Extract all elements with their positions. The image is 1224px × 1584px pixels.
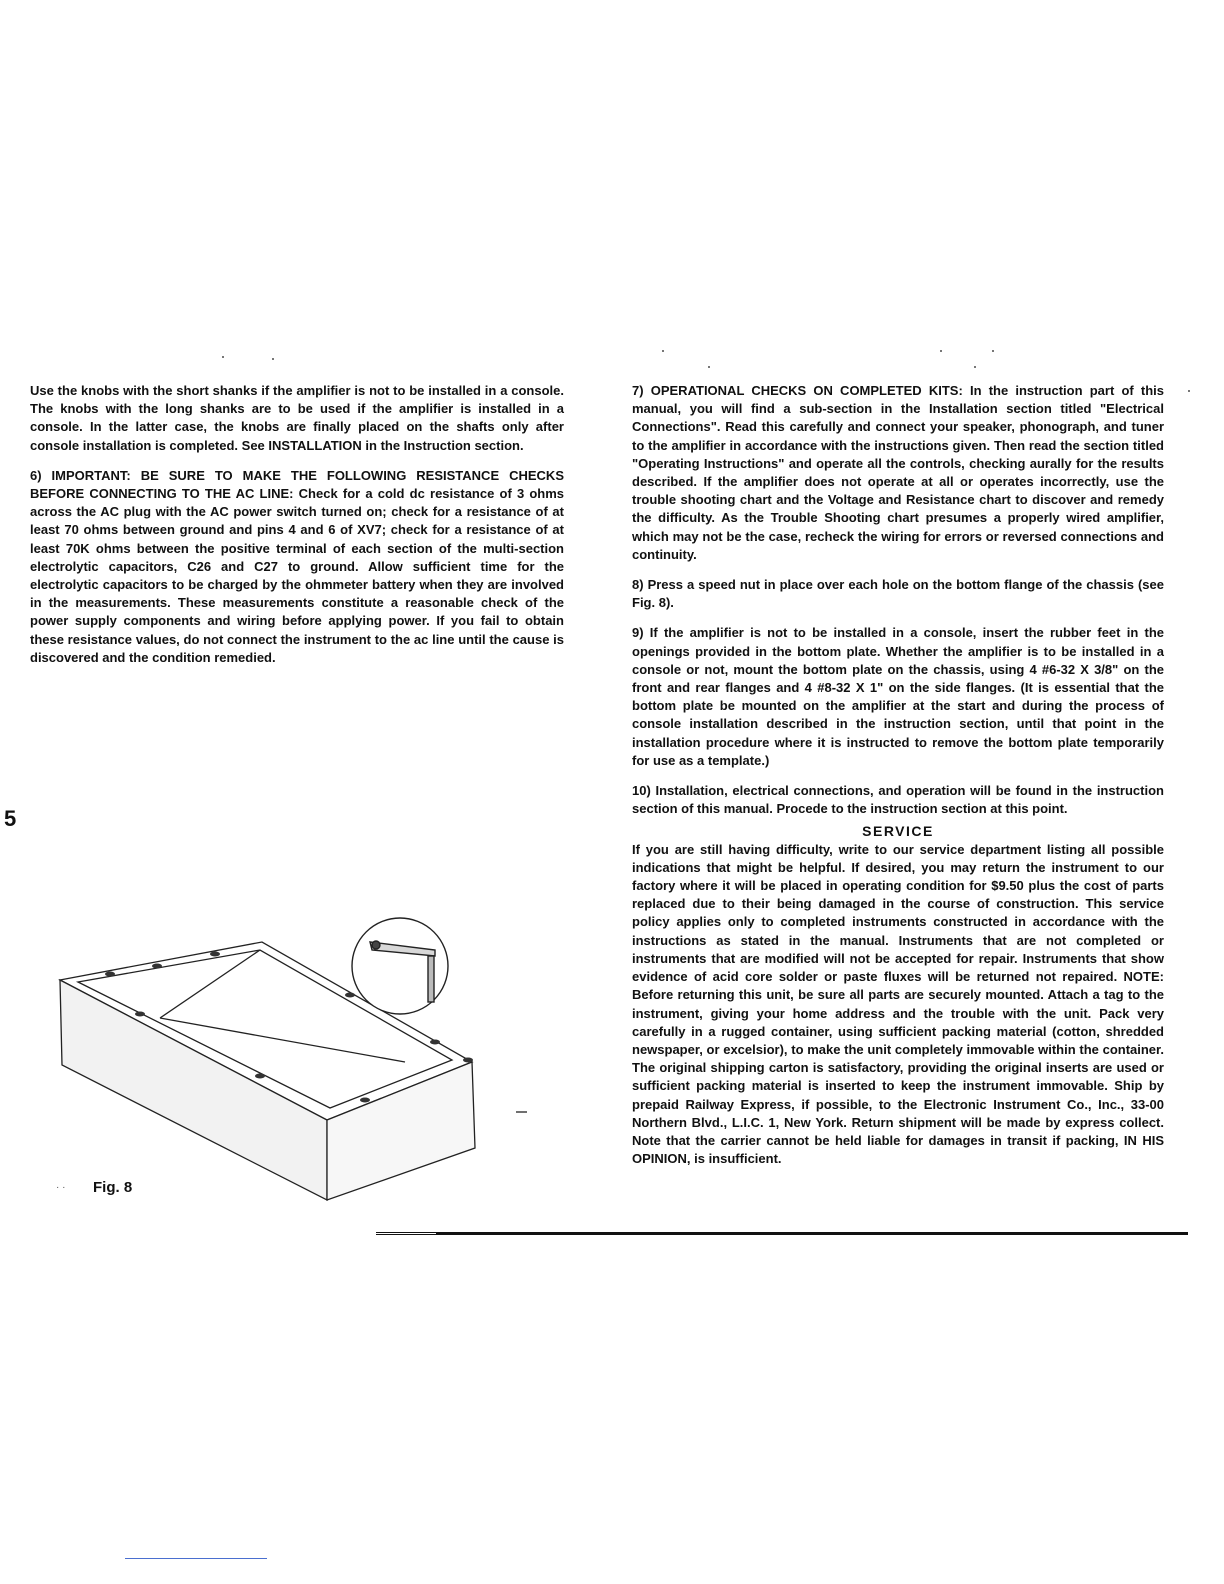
scan-speck <box>992 350 994 352</box>
scan-speck <box>974 366 976 368</box>
step-7-paragraph <box>632 382 1164 564</box>
scan-speck <box>1188 390 1190 392</box>
scan-speck <box>708 366 710 368</box>
flange-hole <box>430 1040 440 1045</box>
left-column <box>30 382 564 679</box>
step-8-paragraph: 8) Press a speed nut in place over each hole on the bottom flange of the chassis (see Fig. 8). <box>632 577 1164 611</box>
step-9-paragraph: 9) If the amplifier is not to be installed in a console, insert the rubber feet in the openings provided in the bottom plate. Whether the amplifier is to be installed in a console or not, mount the bottom plate on the chassis, using 4 #6-32 X 3/8" on the front and rear flanges and 4 #8-32 X 1" on the side flanges. (It is essential that the bottom plate be mounted on the amplifier at the start and during the process of console installation described in the instruction section, until that point in the installation procedure where it is instructed to remove the bottom plate temporarily for use as a template.) <box>632 625 1164 768</box>
service-heading: SERVICE <box>862 823 934 840</box>
flange-hole <box>345 993 355 998</box>
speed-nut-detail <box>352 918 448 1014</box>
knobs-paragraph: Use the knobs with the short shanks if the amplifier is not to be installed in a console. The knobs with the long shanks are to be used if the amplifier is installed in a console. In the latter case, the knobs are finally placed on the shafts only after console installation is completed. See INSTALLATION in the Instruction section. <box>30 383 564 453</box>
flange-hole <box>152 964 162 969</box>
figure-caption: Fig. 8 <box>93 1179 133 1196</box>
bottom-rule <box>376 1232 1188 1235</box>
right-column <box>632 382 1164 1180</box>
flange-hole <box>135 1012 145 1017</box>
figure-dots: · · <box>56 1182 66 1193</box>
step-10-paragraph: 10) Installation, electrical connections, and operation will be found in the instruction section of this manual. Procede to the instruction section at this point. <box>632 783 1164 817</box>
flange-hole <box>210 952 220 957</box>
service-paragraph: If you are still having difficulty, write to our service department listing all possible indications that might be helpful. If desired, you may return the instrument to our factory where it will be placed in operating condition for $9.50 plus the cost of parts replaced due to their being damaged in the course of construction. This service policy applies only to completed instruments constructed in accordance with the instructions as stated in the manual. Instruments that are not completed or instruments that are modified will not be accepted for repair. Instruments that show evidence of acid core solder or paste fluxes will be returned not repaired. NOTE: Before returning this unit, be sure all parts are securely mounted. Attach a tag to the instrument, giving your home address and the trouble with the unit. Pack very carefully in a rugged container, using sufficient packing material (cotton, shredded newspaper, or excelsior), to make the unit completely immovable within the container. The original shipping carton is satisfactory, providing the original inserts are used or sufficient packing material is inserted to keep the instrument immovable. Ship by prepaid Railway Express, if possible, to the Electronic Instrument Co., Inc., 33-00 Northern Blvd., L.I.C. 1, New York. Return shipment will be made by express collect. Note that the carrier cannot be held liable for damages in transit if packing, IN HIS OPINION, is insufficient. <box>632 841 1164 1167</box>
flange-hole <box>360 1098 370 1103</box>
step-6-paragraph <box>30 467 564 667</box>
speed-nut-hole <box>372 941 380 949</box>
bottom-rule-gap <box>376 1233 436 1234</box>
scan-speck <box>940 350 942 352</box>
speed-nut-leg <box>428 956 434 1002</box>
scan-speck <box>272 358 274 360</box>
flange-hole <box>463 1058 473 1063</box>
page-number: 5 <box>4 806 17 831</box>
step-6-body: Check for a cold dc resistance of 3 ohms across the AC plug with the AC power switch turned on; check for a resistance of at least 70 ohms between ground and pins 4 and 6 of XV7; check for a resistance of at least 70K ohms between the positive terminal of each section of the multi-section electrolytic capacitors, C26 and C27 to ground. Allow sufficient time for the electrolytic capacitors to be charged by the ohmmeter battery when they are involved in the measurements. These measurements constitute a reasonable check of the power supply components and wiring before applying power. If you fail to obtain these resistance values, do not connect the instrument to the ac line until the cause is discovered and the condition remedied. <box>30 486 565 665</box>
footer-line <box>125 1558 267 1559</box>
scan-speck <box>662 350 664 352</box>
chassis-figure <box>40 910 540 1210</box>
scan-speck <box>222 356 224 358</box>
flange-hole <box>105 972 115 977</box>
flange-hole <box>255 1074 265 1079</box>
step-7-heading: 7) OPERATIONAL CHECKS ON COMPLETED KITS: <box>632 383 963 398</box>
step-6-heading: 6) IMPORTANT: BE SURE TO MAKE THE FOLLOWING RESISTANCE CHECKS BEFORE CONNECTING TO THE AC LINE: <box>30 467 564 502</box>
chassis-drawing <box>60 942 527 1200</box>
step-7-body: In the instruction part of this manual, you will find a sub-section in the Installation section titled "Electrical Connections". Read this carefully and connect your speaker, phonograph, and tuner to the amplifier in accordance with the instructions given. Then read the section titled "Operating Instructions" and operate all the controls, checking aurally for the results described. If the amplifier does not operate at all or operates incorrectly, use the trouble shooting chart and the Voltage and Resistance chart to discover and remedy the difficulty. As the Trouble Shooting chart presumes a properly wired amplifier, which may not be the case, recheck the wiring for errors or reversed connections and continuity. <box>632 383 1165 562</box>
